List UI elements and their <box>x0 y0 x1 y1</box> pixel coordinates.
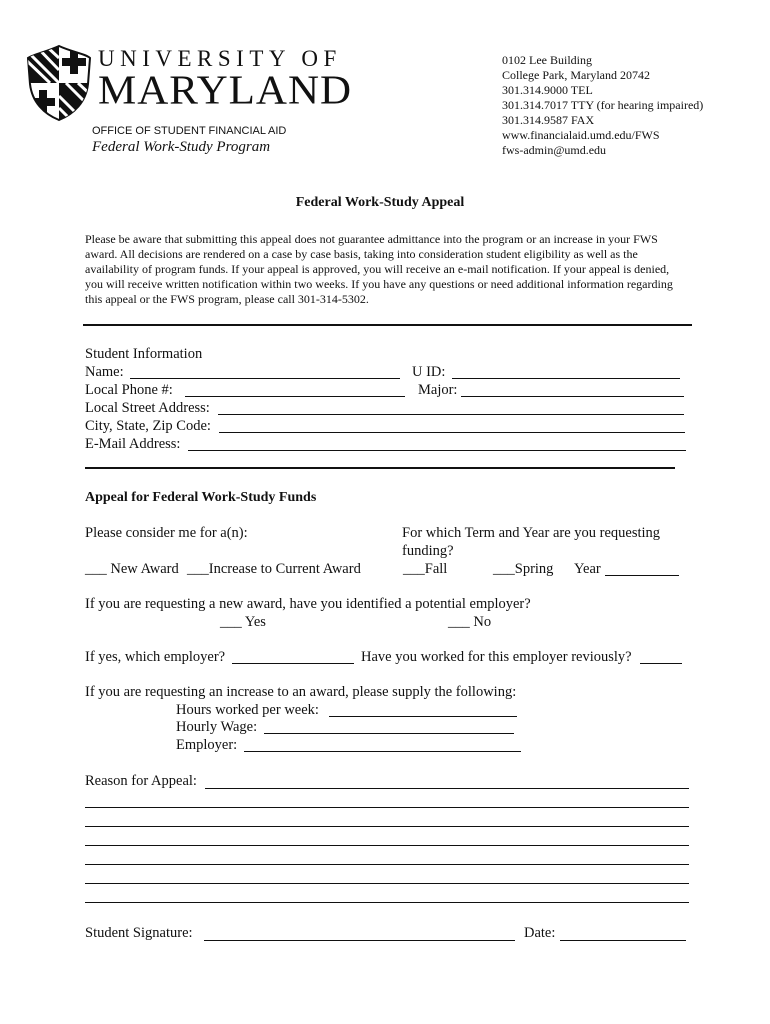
which-employer-field[interactable] <box>232 663 354 664</box>
contact-website[interactable]: www.financialaid.umd.edu/FWS <box>502 128 660 142</box>
increase-intro: If you are requesting an increase to an award, please supply the following: <box>85 684 517 700</box>
divider-middle <box>85 467 675 469</box>
city-label: City, State, Zip Code: <box>85 418 211 434</box>
fall-option[interactable]: ___Fall <box>403 561 448 577</box>
employer-question: If you are requesting a new award, have you identified a potential employer? <box>85 596 531 612</box>
appeal-heading: Appeal for Federal Work-Study Funds <box>85 490 317 505</box>
reason-field-line[interactable] <box>205 788 689 789</box>
university-name-line1: UNIVERSITY OF <box>98 46 342 71</box>
hours-label: Hours worked per week: <box>176 702 319 718</box>
reason-field-line[interactable] <box>85 902 689 903</box>
divider-top <box>83 324 692 326</box>
street-label: Local Street Address: <box>85 400 210 416</box>
reason-field-line[interactable] <box>85 883 689 884</box>
major-label: Major: <box>418 382 458 398</box>
contact-tty: 301.314.7017 TTY (for hearing impaired) <box>502 98 704 112</box>
employer-label: Employer: <box>176 737 238 753</box>
phone-label: Local Phone #: <box>85 382 173 398</box>
reason-field-line[interactable] <box>85 864 689 865</box>
term-question-line2: funding? <box>402 543 454 559</box>
no-option[interactable]: ___ No <box>448 614 492 630</box>
contact-address: 0102 Lee Building <box>502 53 592 67</box>
date-field[interactable] <box>560 940 686 941</box>
street-field[interactable] <box>218 414 684 415</box>
contact-city: College Park, Maryland 20742 <box>502 68 650 82</box>
contact-email[interactable]: fws-admin@umd.edu <box>502 143 607 157</box>
consider-label: Please consider me for a(n): <box>85 525 248 541</box>
contact-fax: 301.314.9587 FAX <box>502 113 595 127</box>
university-seal-logo <box>26 44 92 122</box>
wage-label: Hourly Wage: <box>176 719 258 735</box>
city-field[interactable] <box>219 432 685 433</box>
university-name-line2: MARYLAND <box>98 67 353 114</box>
form-title: Federal Work-Study Appeal <box>295 195 465 210</box>
name-field[interactable] <box>130 378 400 379</box>
signature-label: Student Signature: <box>85 925 193 941</box>
email-field[interactable] <box>188 450 686 451</box>
contact-tel: 301.314.9000 TEL <box>502 83 593 97</box>
intro-paragraph: Please be aware that submitting this appeal does not guarantee admittance into the program or an increase in your FWS award. All decisions are rendered on a case by case basis, taking into consideration student eligibility as well as the availability of program funds. If your appeal is approved, you will receive an e-mail notification. If your appeal is denied, you will receive written notification within two weeks. If you have any questions or need additional information regarding this appeal or the FWS program, please call 301-314-5302. <box>85 232 673 306</box>
term-question-line1: For which Term and Year are you requesting <box>402 525 661 541</box>
program-name: Federal Work-Study Program <box>92 139 271 155</box>
major-field[interactable] <box>461 396 684 397</box>
date-label: Date: <box>524 925 556 941</box>
increase-award-option[interactable]: ___Increase to Current Award <box>187 561 361 577</box>
new-award-option[interactable]: ___ New Award <box>85 561 179 577</box>
reason-field-line[interactable] <box>85 845 689 846</box>
office-name: OFFICE OF STUDENT FINANCIAL AID <box>92 125 287 137</box>
worked-before-field[interactable] <box>640 663 682 664</box>
name-label: Name: <box>85 364 124 380</box>
reason-field-line[interactable] <box>85 807 689 808</box>
employer-field[interactable] <box>244 751 521 752</box>
student-info-heading: Student Information <box>85 346 203 362</box>
year-field[interactable] <box>605 575 679 576</box>
reason-field-line[interactable] <box>85 826 689 827</box>
reason-label: Reason for Appeal: <box>85 773 197 789</box>
signature-field[interactable] <box>204 940 515 941</box>
phone-field[interactable] <box>185 396 405 397</box>
wage-field[interactable] <box>264 733 514 734</box>
uid-label: U ID: <box>412 364 446 380</box>
yes-option[interactable]: ___ Yes <box>220 614 266 630</box>
worked-before-label: Have you worked for this employer reviously? <box>361 649 632 665</box>
year-label: Year <box>574 561 601 577</box>
spring-option[interactable]: ___Spring <box>493 561 554 577</box>
uid-field[interactable] <box>452 378 680 379</box>
contact-block <box>502 53 703 158</box>
which-employer-label: If yes, which employer? <box>85 649 226 665</box>
email-label: E-Mail Address: <box>85 436 181 452</box>
hours-field[interactable] <box>329 716 517 717</box>
